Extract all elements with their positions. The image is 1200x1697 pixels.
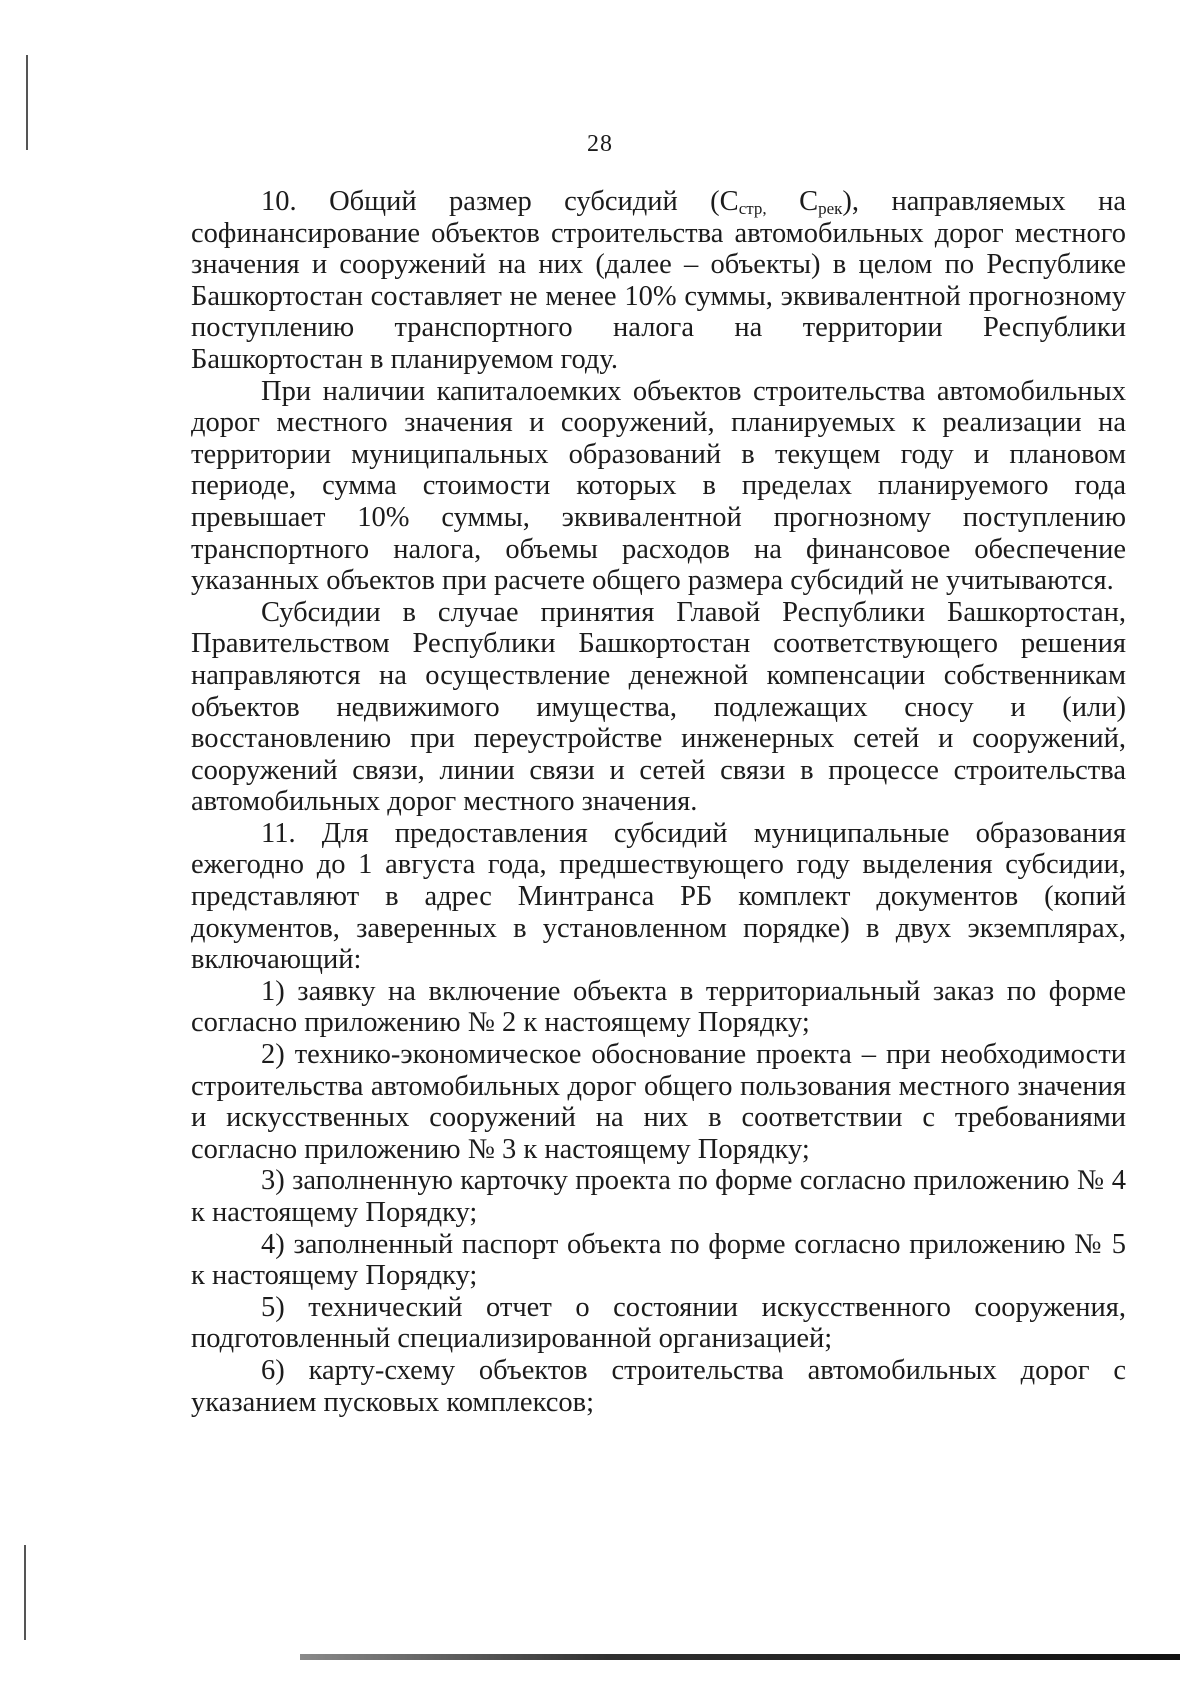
scan-edge-mark-bottom <box>24 1545 26 1640</box>
list-item-6: 6) карту-схему объектов строительства автомобильных дорог с указанием пусковых комплексов; <box>191 1354 1126 1418</box>
paragraph-10-lead: 10. Общий размер субсидий (С <box>261 186 739 217</box>
paragraph-10 <box>191 186 1126 376</box>
bottom-rule <box>300 1654 1180 1660</box>
paragraph-11: 11. Для предоставления субсидий муниципальные образования ежегодно до 1 августа года, предшествующего году выделения субсидии, представляют в адрес Минтранса РБ комплект документов (копий документов, заверенных в установленном порядке) в двух экземплярах, включающий: <box>191 817 1126 976</box>
paragraph-10-tail: ), направляемых на софинансирование объектов строительства автомобильных дорог местного значения и сооружений на них (далее – объекты) в целом по Республике Башкортостан составляет не менее 10% суммы, эквивалентной прогнозному поступлению транспортного налога на территории Республики Башкортостан в планируемом году. <box>191 186 1126 375</box>
list-item-3: 3) заполненную карточку проекта по форме согласно приложению № 4 к настоящему Порядку; <box>191 1165 1126 1228</box>
document-body <box>191 186 1126 1418</box>
list-item-1: 1) заявку на включение объекта в территориальный заказ по форме согласно приложению № 2 к настоящему Порядку; <box>191 975 1126 1039</box>
list-item-4: 4) заполненный паспорт объекта по форме согласно приложению № 5 к настоящему Порядку; <box>191 1228 1126 1292</box>
paragraph-10-mid: С <box>766 186 819 217</box>
list-item-2: 2) технико-экономическое обоснование проекта – при необходимости строительства автомобильных дорог общего пользования местного значения и искусственных сооружений на них в соответствии с требованиями согласно приложению № 3 к настоящему Порядку; <box>191 1039 1126 1165</box>
subscript-rek: рек <box>818 199 843 218</box>
subscript-str: стр, <box>738 199 767 218</box>
page-number: 28 <box>587 131 613 157</box>
paragraph-capital-objects: При наличии капиталоемких объектов строительства автомобильных дорог местного значения и сооружений, планируемых к реализации на территории муниципальных образований в текущем году и плановом периоде, сумма стоимости которых в пределах планируемого года превышает 10% суммы, эквивалентной прогнозному поступлению транспортного налога, объемы расходов на финансовое обеспечение указанных объектов при расчете общего размера субсидий не учитываются. <box>191 375 1126 597</box>
paragraph-subsidies-compensation: Субсидии в случае принятия Главой Республики Башкортостан, Правительством Республики Башкортостан соответствующего решения направляются на осуществление денежной компенсации собственникам объектов недвижимого имущества, подлежащих сносу и (или) восстановлению при переустройстве инженерных сетей и сооружений, сооружений связи, линии связи и сетей связи в процессе строительства автомобильных дорог местного значения. <box>191 596 1126 818</box>
list-item-5: 5) технический отчет о состоянии искусственного сооружения, подготовленный специализированной организацией; <box>191 1291 1126 1355</box>
